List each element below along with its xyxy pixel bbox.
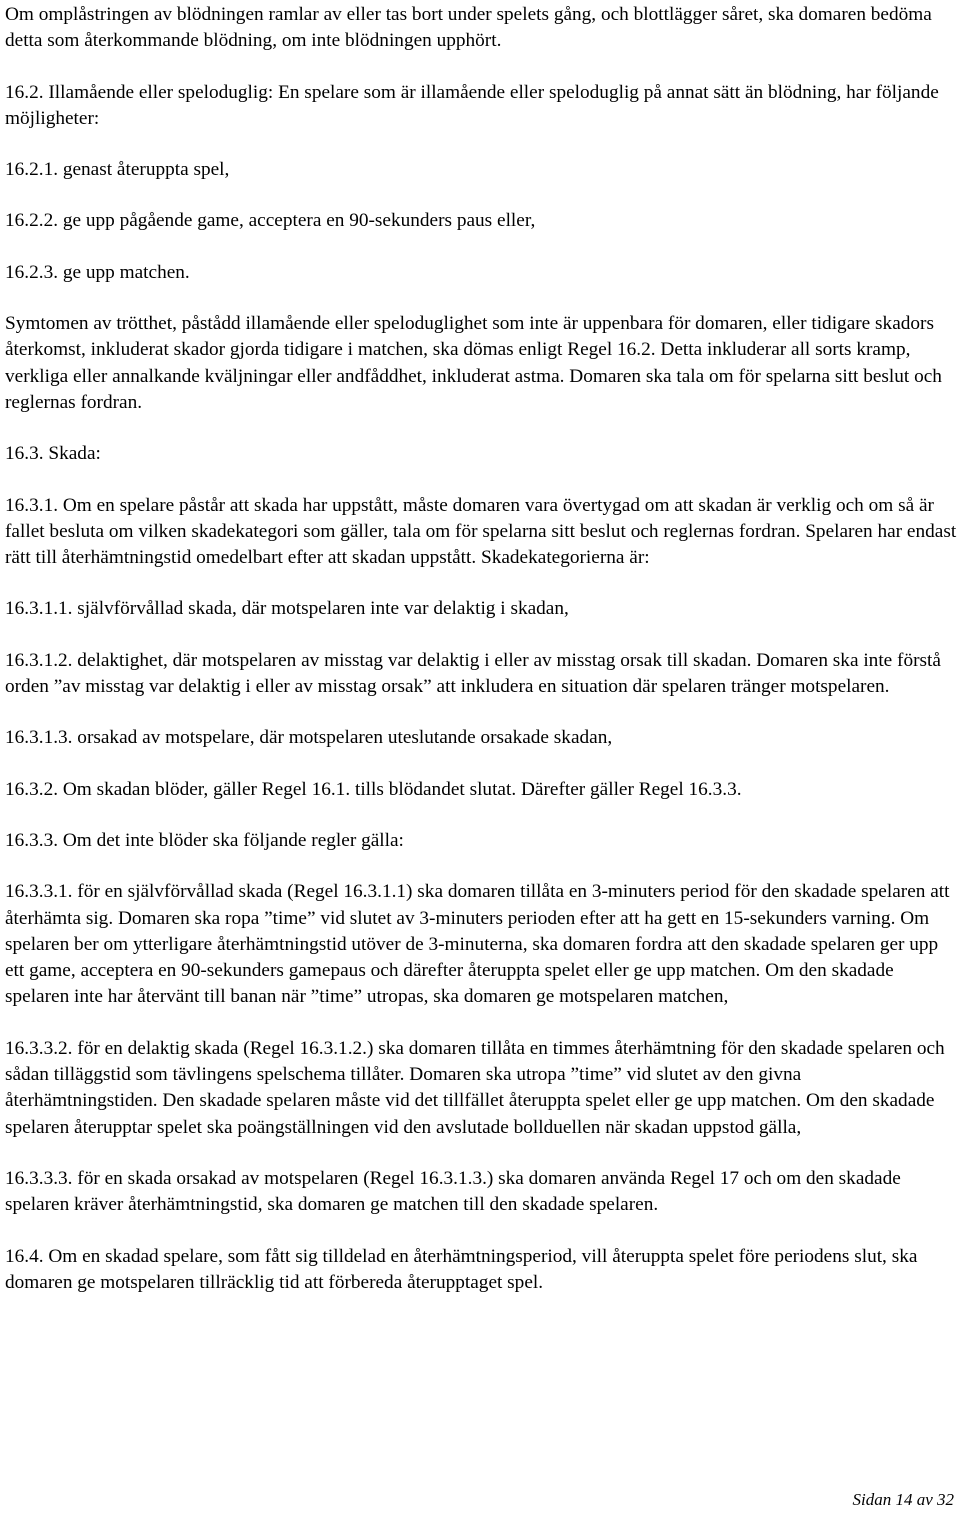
paragraph-bleeding-dressing: Om omplåstringen av blödningen ramlar av eller tas bort under spelets gång, och blottlägger såret, ska domaren bedöma detta som återkommande blödning, om inte blödningen upphört. (5, 4, 932, 52)
paragraph-16-3-3: 16.3.3. Om det inte blöder ska följande regler gälla: (5, 829, 404, 851)
paragraph-16-3: 16.3. Skada: (5, 443, 101, 465)
paragraph-16-3-3-3: 16.3.3.3. för en skada orsakad av motspelaren (Regel 16.3.1.3.) ska domaren använda Regel 17 och om den skadade spelaren kräver återhämtningstid, ska domaren ge matchen till den skadade spelaren. (5, 1167, 901, 1216)
paragraph-16-2-2: 16.2.2. ge upp pågående game, acceptera en 90-sekunders paus eller, (5, 210, 536, 232)
paragraph-16-4: 16.4. Om en skadad spelare, som fått sig tilldelad en återhämtningsperiod, vill återuppta spelet före periodens slut, ska domaren ge motspelaren tillräcklig tid att förbereda återupptaget spel. (5, 1245, 918, 1293)
paragraph-16-3-1: 16.3.1. Om en spelare påstår att skada har uppstått, måste domaren vara övertygad om att skadan är verklig och om så är fallet besluta om vilken skadekategori som gäller, tala om för spelarna sitt beslut och reglernas fordran. Spelaren har endast rätt till återhämtningstid omedelbart efter att skadan uppstått. Skadekategorierna är: (5, 494, 957, 569)
page-number-footer: Sidan 14 av 32 (852, 1490, 954, 1509)
paragraph-16-3-1-1: 16.3.1.1. självförvållad skada, där motspelaren inte var delaktig i skadan, (5, 598, 569, 620)
paragraph-16-2-3: 16.2.3. ge upp matchen. (5, 261, 190, 283)
paragraph-16-2-1: 16.2.1. genast återuppta spel, (5, 159, 230, 181)
paragraph-16-3-3-1: 16.3.3.1. för en självförvållad skada (Regel 16.3.1.1) ska domaren tillåta en 3-minuters period för den skadade spelaren att återhämta sig. Domaren ska ropa ”time” vid slutet av 3-minuters perioden efter att ha gett en 15-sekunders varning. Om spelaren ber om ytterligare återhämtningstid utöver de 3-minuterna, ska domaren fordra att den skadade spelaren ger upp ett game, acceptera en 90-sekunders gamepaus och därefter återuppta spelet eller ge upp matchen. Om den skadade spelaren inte har återvänt till banan när ”time” utropas, ska domaren ge motspelaren matchen, (5, 881, 950, 1008)
paragraph-16-3-2: 16.3.2. Om skadan blöder, gäller Regel 16.1. tills blödandet slutat. Därefter gäller Regel 16.3.3. (5, 778, 742, 800)
paragraph-symptoms: Symtomen av trötthet, påstådd illamående eller speloduglighet som inte är uppenbara för domaren, eller tidigare skadors återkomst, inkluderat skador gjorda tidigare i matchen, ska dömas enligt Regel 16.2. Detta inkluderar all sorts kramp, verkliga eller annalkande kväljningar eller andfåddhet, inkluderat astma. Domaren ska tala om för spelarna sitt beslut och reglernas fordran. (5, 313, 942, 413)
paragraph-16-2: 16.2. Illamående eller speloduglig: En spelare som är illamående eller speloduglig på annat sätt än blödning, har följande möjligheter: (5, 81, 939, 129)
paragraph-16-3-1-3: 16.3.1.3. orsakad av motspelare, där motspelaren uteslutande orsakade skadan, (5, 727, 613, 749)
document-page (5, 2, 957, 1321)
paragraph-16-3-1-2: 16.3.1.2. delaktighet, där motspelaren av misstag var delaktig i eller av misstag orsak till skadan. Domaren ska inte förstå orden ”av misstag var delaktig i eller av misstag orsak” att inkludera en situation där spelaren tränger motspelaren. (5, 649, 941, 698)
paragraph-16-3-3-2: 16.3.3.2. för en delaktig skada (Regel 16.3.1.2.) ska domaren tillåta en timmes återhämtning för den skadade spelaren och sådan tilläggstid som tävlingens spelschema tillåter. Domaren ska utropa ”time” vid slutet av den givna återhämtningstiden. Den skadade spelaren måste vid det tillfället återuppta spelet eller ge upp matchen. Om den skadade spelaren återupptar spelet ska poängställningen vid den avslutade bollduellen när skadan uppstod gälla, (5, 1037, 945, 1138)
